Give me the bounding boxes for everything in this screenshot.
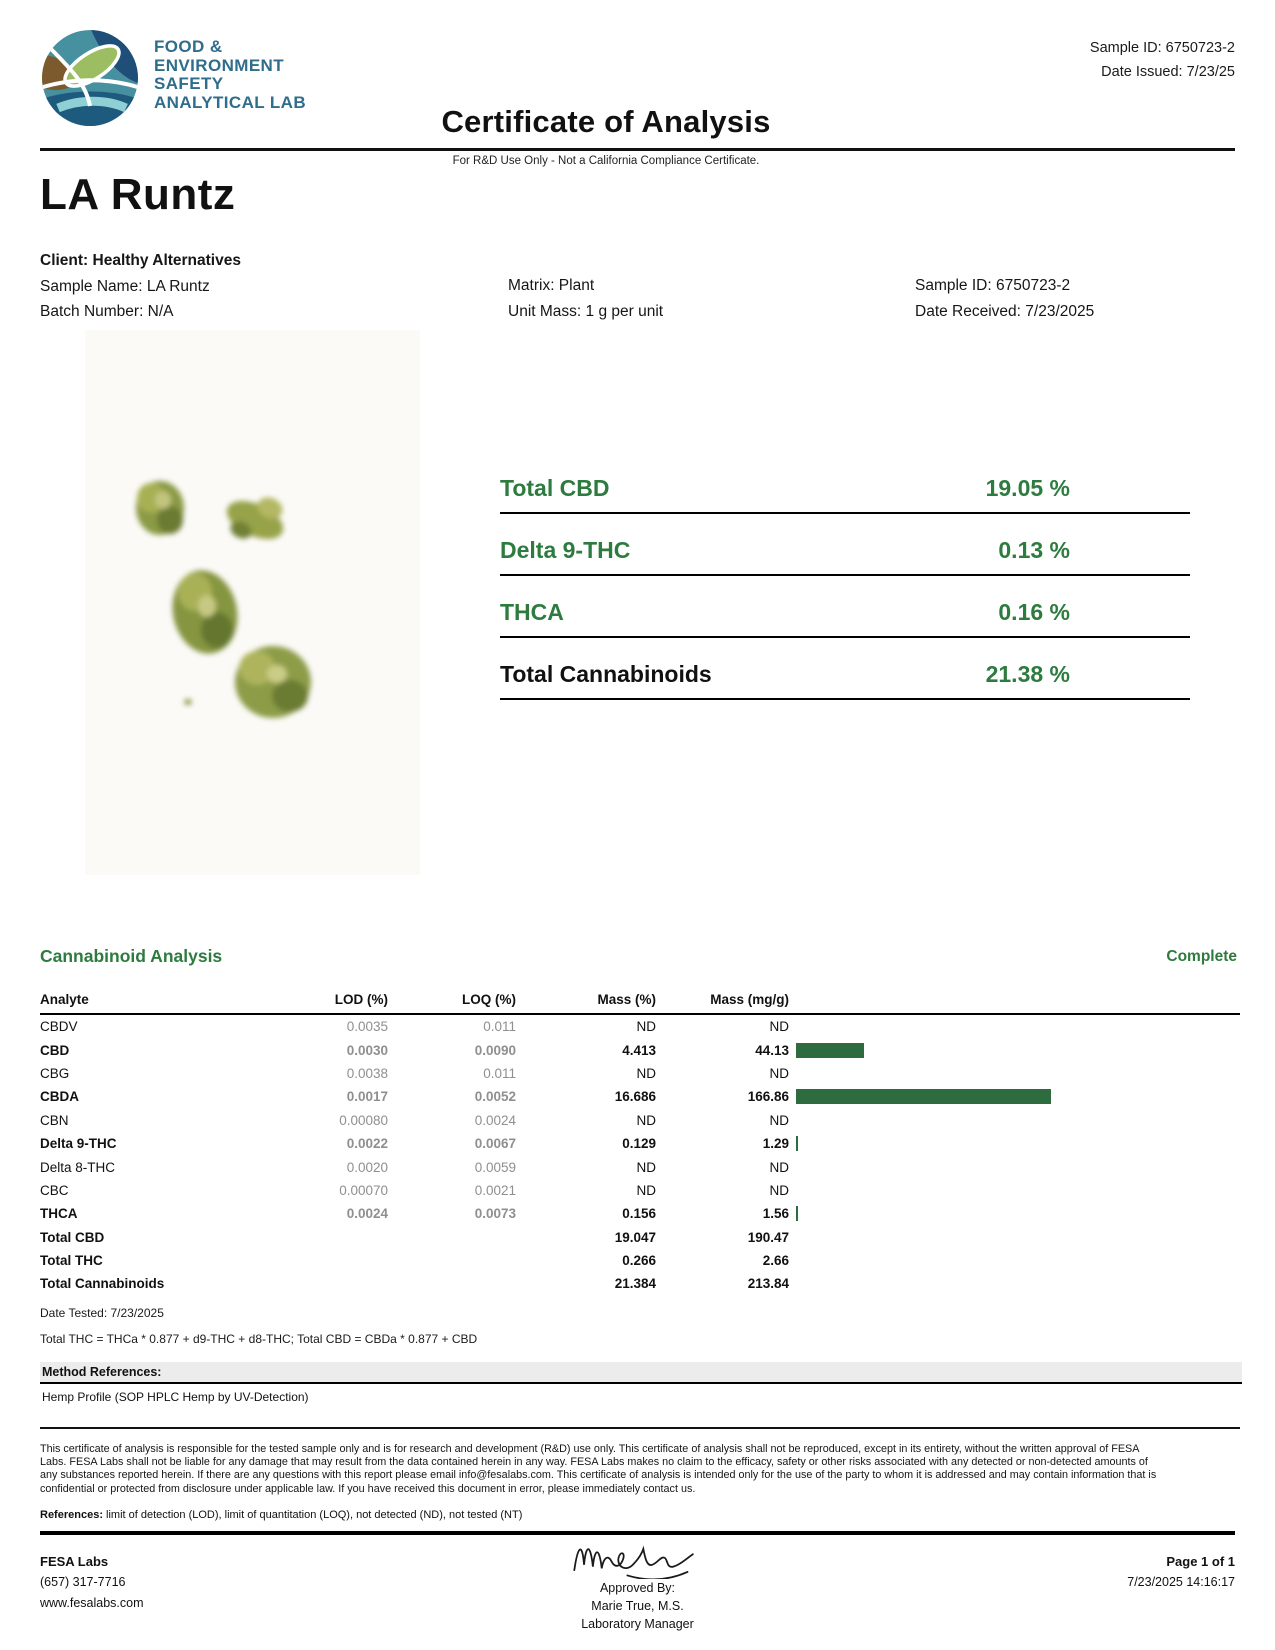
cell-mass-mg: 190.47 xyxy=(747,1229,789,1245)
cell-analyte: Total CBD xyxy=(40,1229,105,1245)
cell-bar xyxy=(789,1132,1240,1155)
cell-mass-mg: 166.86 xyxy=(747,1089,789,1105)
analysis-row xyxy=(40,1085,1240,1108)
summary-analyte-label: THCA xyxy=(500,599,564,625)
sample-name: Sample Name: LA Runtz xyxy=(40,277,210,295)
summary-analyte-value: 0.13 % xyxy=(998,537,1070,563)
footer-phone: (657) 317-7716 xyxy=(40,1575,126,1589)
analysis-row xyxy=(40,1249,1240,1272)
analysis-section-title: Cannabinoid Analysis xyxy=(40,946,223,966)
col-mass-pct: Mass (%) xyxy=(516,992,656,1014)
cell-analyte: CBDV xyxy=(40,1019,78,1035)
sample-info-middle xyxy=(508,273,663,324)
logo-line: ENVIRONMENT xyxy=(154,55,285,75)
cell-bar xyxy=(789,1272,1240,1295)
cell-lod: 0.0022 xyxy=(346,1136,388,1152)
cell-analyte: Delta 8-THC xyxy=(40,1159,116,1175)
cell-mass-mg: 2.66 xyxy=(762,1253,789,1269)
cell-lod: 0.00080 xyxy=(339,1112,388,1128)
cell-mass-mg: ND xyxy=(769,1159,789,1175)
cell-bar xyxy=(789,1202,1240,1225)
cell-mass-mg: 213.84 xyxy=(747,1276,789,1292)
mass-bar xyxy=(796,1206,798,1221)
mass-bar xyxy=(796,1043,864,1058)
summary-row xyxy=(500,576,1190,638)
approver-title: Laboratory Manager xyxy=(581,1617,694,1631)
disclaimer-text: This certificate of analysis is responsible for the tested sample only and is for research and development (R&D) use only. This certificate of analysis shall not be reproduced, except in its entirety, without the written approval of FESA Labs. FESA Labs shall not be liable for any damage that may result from the data contained herein in any way. FESA Labs makes no claim to the efficacy, safety or other risks associated with any detected or non-detected amounts of any substances reported herein. If there are any questions with this report please email info@fesalabs.com. This certificate of analysis is intended only for the use of the party to whom it is addressed and may contain information that is confidential or protected from disclosure under applicable law. If you have received this document in error, please immediately contact us. xyxy=(40,1443,1157,1495)
mass-bar xyxy=(796,1136,798,1151)
approver-name: Marie True, M.S. xyxy=(591,1599,684,1613)
col-bar xyxy=(789,992,1240,1014)
footer-website: www.fesalabs.com xyxy=(40,1596,144,1610)
analysis-row xyxy=(40,1038,1240,1061)
cell-mass-pct: ND xyxy=(636,1112,656,1128)
cell-analyte: CBDA xyxy=(40,1089,79,1105)
summary-row xyxy=(500,452,1190,514)
analysis-row xyxy=(40,1155,1240,1178)
matrix: Matrix: Plant xyxy=(508,277,595,294)
summary-analyte-value: 21.38 % xyxy=(985,661,1070,687)
approved-by-label: Approved By: xyxy=(599,1581,676,1595)
logo-line: SAFETY xyxy=(154,74,224,93)
date-tested: Date Tested: 7/23/2025 xyxy=(40,1306,164,1320)
references-note xyxy=(40,1509,1168,1521)
cell-mass-pct: ND xyxy=(636,1019,656,1035)
cell-mass-pct: 19.047 xyxy=(614,1229,656,1245)
sample-id: Sample ID: 6750723-2 xyxy=(915,277,1071,294)
cell-loq xyxy=(388,1272,516,1295)
summary-analyte-label: Total Cannabinoids xyxy=(500,661,712,687)
cell-loq: 0.0021 xyxy=(474,1182,516,1198)
cell-analyte: Total THC xyxy=(40,1253,103,1269)
client-name: Client: Healthy Alternatives xyxy=(40,252,241,269)
summary-row xyxy=(500,514,1190,576)
cell-lod: 0.0017 xyxy=(346,1089,388,1105)
cell-mass-pct: 4.413 xyxy=(622,1042,656,1058)
summary-analyte-value: 19.05 % xyxy=(985,475,1070,501)
cell-loq: 0.0059 xyxy=(474,1159,516,1175)
product-photo xyxy=(85,330,420,875)
cell-mass-pct: 0.156 xyxy=(622,1206,656,1222)
cell-mass-mg: 1.56 xyxy=(762,1206,789,1222)
analysis-status-badge: Complete xyxy=(1166,948,1237,965)
mass-bar xyxy=(796,1089,1051,1104)
analysis-row xyxy=(40,1109,1240,1132)
document-subtitle: For R&D Use Only - Not a California Compliance Certificate. xyxy=(452,155,760,167)
cell-mass-mg: ND xyxy=(769,1112,789,1128)
cell-mass-mg: 44.13 xyxy=(755,1042,789,1058)
cell-analyte: CBC xyxy=(40,1182,69,1198)
cell-loq xyxy=(388,1249,516,1272)
product-photo-buds xyxy=(85,330,420,875)
cell-bar xyxy=(789,1179,1240,1202)
analysis-row xyxy=(40,1226,1240,1249)
cell-mass-pct: ND xyxy=(636,1182,656,1198)
col-lod: LOD (%) xyxy=(290,992,388,1014)
cell-lod: 0.0030 xyxy=(346,1042,388,1058)
sample-info-right xyxy=(915,273,1094,324)
cell-mass-pct: 0.129 xyxy=(622,1136,656,1152)
cell-lod xyxy=(290,1249,388,1272)
cell-loq xyxy=(388,1226,516,1249)
analysis-row xyxy=(40,1132,1240,1155)
header-divider xyxy=(40,148,1235,151)
cell-loq: 0.011 xyxy=(483,1065,516,1081)
total-formula: Total THC = THCa * 0.877 + d9-THC + d8-THC; Total CBD = CBDa * 0.877 + CBD xyxy=(40,1332,478,1346)
cell-lod: 0.0035 xyxy=(346,1019,388,1035)
document-title: Certificate of Analysis xyxy=(441,104,771,139)
cell-loq: 0.0067 xyxy=(474,1136,516,1152)
cell-loq: 0.0024 xyxy=(474,1112,516,1128)
analysis-row xyxy=(40,1014,1240,1038)
method-references-heading: Method References: xyxy=(40,1362,1242,1384)
col-mass-mg: Mass (mg/g) xyxy=(656,992,789,1014)
cell-bar xyxy=(789,1085,1240,1108)
cell-loq: 0.0090 xyxy=(474,1042,516,1058)
unit-mass: Unit Mass: 1 g per unit xyxy=(508,302,664,320)
footer-page-info xyxy=(1127,1551,1235,1593)
cell-lod: 0.0038 xyxy=(346,1065,388,1081)
header-meta xyxy=(1090,36,1235,84)
cell-mass-pct: ND xyxy=(636,1159,656,1175)
cell-lod: 0.0024 xyxy=(346,1206,388,1222)
cell-mass-mg: ND xyxy=(769,1065,789,1081)
cell-analyte: THCA xyxy=(40,1206,78,1222)
cell-mass-pct: 16.686 xyxy=(614,1089,656,1105)
summary-analyte-label: Total CBD xyxy=(500,475,610,501)
cell-analyte: CBG xyxy=(40,1065,70,1081)
sample-title: LA Runtz xyxy=(40,170,236,219)
cell-loq: 0.011 xyxy=(483,1019,516,1035)
cell-bar xyxy=(789,1062,1240,1085)
cell-mass-pct: 0.266 xyxy=(622,1253,656,1269)
cell-mass-pct: 21.384 xyxy=(614,1276,656,1292)
header-date-issued: Date Issued: 7/23/25 xyxy=(1101,64,1235,80)
summary-analyte-label: Delta 9-THC xyxy=(500,537,631,563)
cell-mass-mg: ND xyxy=(769,1182,789,1198)
cell-lod: 0.0020 xyxy=(346,1159,388,1175)
cell-mass-mg: 1.29 xyxy=(762,1136,789,1152)
sample-info-left xyxy=(40,248,241,325)
lab-name-lines xyxy=(154,38,306,112)
cell-bar xyxy=(789,1249,1240,1272)
cell-loq: 0.0052 xyxy=(474,1089,516,1105)
analysis-table xyxy=(40,992,1240,1296)
cell-bar xyxy=(789,1038,1240,1061)
cell-mass-pct: ND xyxy=(636,1065,656,1081)
footer-lab-name: FESA Labs xyxy=(40,1554,109,1569)
cell-bar xyxy=(789,1014,1240,1038)
logo-line: ANALYTICAL LAB xyxy=(154,92,306,112)
references-label: References: xyxy=(40,1509,103,1521)
cell-lod: 0.00070 xyxy=(339,1182,388,1198)
col-analyte: Analyte xyxy=(40,992,290,1014)
cell-bar xyxy=(789,1109,1240,1132)
cell-analyte: Delta 9-THC xyxy=(40,1136,117,1152)
page-number: Page 1 of 1 xyxy=(1166,1554,1235,1569)
col-loq: LOQ (%) xyxy=(388,992,516,1014)
summary-row xyxy=(500,638,1190,700)
cell-bar xyxy=(789,1155,1240,1178)
analysis-row xyxy=(40,1062,1240,1085)
cell-mass-mg: ND xyxy=(769,1019,789,1035)
batch-number: Batch Number: N/A xyxy=(40,303,174,320)
cell-loq: 0.0073 xyxy=(474,1206,516,1222)
header-sample-id: Sample ID: 6750723-2 xyxy=(1089,40,1235,56)
cell-lod xyxy=(290,1272,388,1295)
summary-analyte-value: 0.16 % xyxy=(998,599,1070,625)
analysis-header-row xyxy=(40,992,1240,1014)
analysis-row xyxy=(40,1202,1240,1225)
analysis-row xyxy=(40,1179,1240,1202)
references-text: limit of detection (LOD), limit of quantitation (LOQ), not detected (ND), not tested (NT) xyxy=(102,1509,523,1521)
summary-results xyxy=(500,452,1190,700)
disclaimer-divider xyxy=(40,1427,1240,1429)
cell-lod xyxy=(290,1226,388,1249)
analysis-row xyxy=(40,1272,1240,1295)
cell-analyte: CBN xyxy=(40,1112,69,1128)
footer-approval xyxy=(0,1533,1275,1633)
approver-signature xyxy=(563,1533,713,1579)
date-received: Date Received: 7/23/2025 xyxy=(915,302,1095,320)
cell-analyte: Total Cannabinoids xyxy=(40,1276,165,1292)
cell-bar xyxy=(789,1226,1240,1249)
print-timestamp: 7/23/2025 14:16:17 xyxy=(1127,1575,1235,1589)
cell-analyte: CBD xyxy=(40,1042,70,1058)
logo-line: FOOD & xyxy=(154,37,223,56)
method-reference: Hemp Profile (SOP HPLC Hemp by UV-Detection) xyxy=(42,1390,309,1404)
